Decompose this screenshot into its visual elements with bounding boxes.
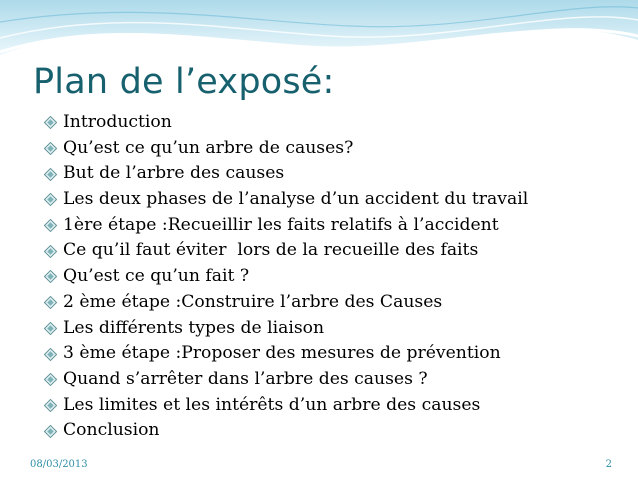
- list-item-text: Les deux phases de l’analyse d’un accident du travail: [63, 189, 529, 210]
- list-item-text: Les limites et les intérêts d’un arbre des causes: [63, 394, 481, 415]
- list-item: [44, 187, 528, 213]
- list-item: [44, 213, 528, 239]
- list-item-text: Qu’est ce qu’un fait ?: [63, 266, 250, 287]
- list-item: [44, 418, 528, 444]
- list-item-text: Ce qu’il faut éviter lors de la recueille des faits: [63, 240, 479, 261]
- list-item: [44, 136, 528, 162]
- diamond-bullet-icon: [44, 270, 57, 283]
- list-item-text: Quand s’arrêter dans l’arbre des causes ?: [63, 368, 428, 389]
- list-item-text: Conclusion: [63, 420, 160, 441]
- agenda-list: [44, 110, 528, 444]
- list-item-text: Introduction: [63, 112, 172, 132]
- list-item-text: Qu’est ce qu’un arbre de causes?: [63, 137, 354, 158]
- diamond-bullet-icon: [44, 219, 57, 232]
- slide-title: Plan de l’exposé:: [33, 62, 335, 102]
- list-item: [44, 393, 528, 419]
- diamond-bullet-icon: [44, 322, 57, 335]
- diamond-bullet-icon: [44, 168, 57, 181]
- list-item: [44, 238, 528, 264]
- list-item-text: 1ère étape :Recueillir les faits relatifs à l’accident: [63, 214, 499, 235]
- diamond-bullet-icon: [44, 425, 57, 438]
- list-item: [44, 264, 528, 290]
- diamond-bullet-icon: [44, 245, 57, 258]
- diamond-bullet-icon: [44, 116, 57, 129]
- list-item: [44, 110, 528, 136]
- diamond-bullet-icon: [44, 296, 57, 309]
- list-item: [44, 367, 528, 393]
- list-item: [44, 316, 528, 342]
- list-item-text: 3 ème étape :Proposer des mesures de prévention: [63, 343, 501, 364]
- list-item: [44, 290, 528, 316]
- diamond-bullet-icon: [44, 142, 57, 155]
- diamond-bullet-icon: [44, 373, 57, 386]
- list-item-text: Les différents types de liaison: [63, 317, 325, 338]
- diamond-bullet-icon: [44, 348, 57, 361]
- list-item-text: 2 ème étape :Construire l’arbre des Causes: [63, 291, 443, 312]
- list-item-text: But de l’arbre des causes: [63, 163, 285, 184]
- slide-number: 2: [605, 459, 612, 470]
- list-item: [44, 161, 528, 187]
- diamond-bullet-icon: [44, 399, 57, 412]
- diamond-bullet-icon: [44, 193, 57, 206]
- list-item: [44, 341, 528, 367]
- footer-date: 08/03/2013: [30, 459, 88, 470]
